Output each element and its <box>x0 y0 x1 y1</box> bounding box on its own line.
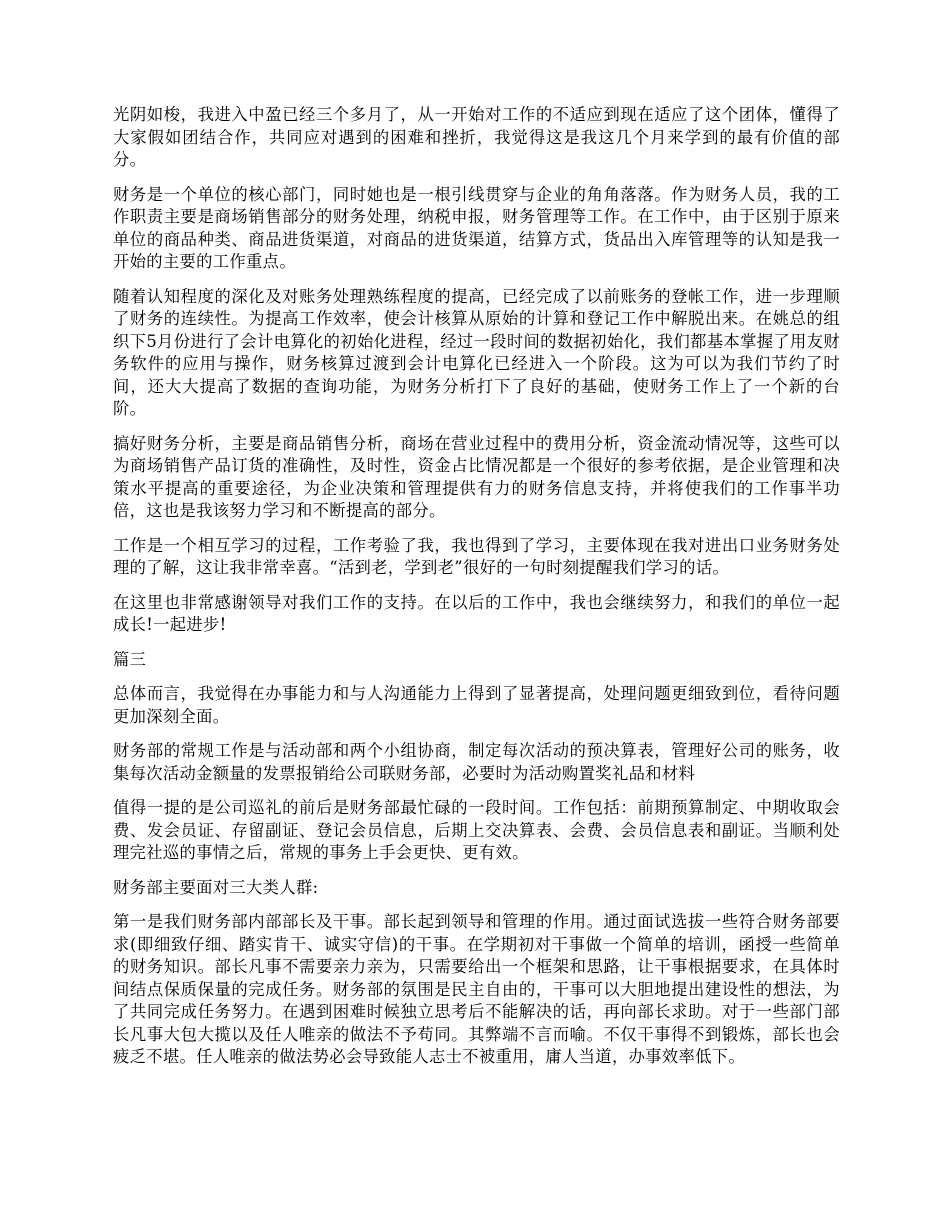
paragraph-computerization: 随着认知程度的深化及对账务处理熟练程度的提高，已经完成了以前账务的登帐工作，进一步理顺了财务的连续性。为提高工作效率，使会计核算从原始的计算和登记工作中解脱出来。在姚总的组织下5月份进行了会计电算化的初始化进程，经过一段时间的数据初始化，我们都基本掌握了用友财务软件的应用与操作，财务核算过渡到会计电算化已经进入一个阶段。这为可以为我们节约了时间，还大大提高了数据的查询功能，为财务分析打下了良好的基础，使财务工作上了一个新的台阶。 <box>113 286 840 418</box>
paragraph-overall: 总体而言，我觉得在办事能力和与人沟通能力上得到了显著提高，处理问题更细致到位，看待问题更加深刻全面。 <box>113 684 840 726</box>
paragraph-busy-period: 值得一提的是公司巡礼的前后是财务部最忙碌的一段时间。工作包括：前期预算制定、中期收取会费、发会员证、存留副证、登记会员信息，后期上交决算表、会费、会员信息表和副证。当顺利处理完社巡的事情之后，常规的事务上手会更快、更有效。 <box>113 798 840 862</box>
document-body <box>113 104 840 1081</box>
paragraph-thanks: 在这里也非常感谢领导对我们工作的支持。在以后的工作中，我也会继续努力，和我们的单位一起成长!一起进步! <box>113 592 840 634</box>
paragraph-intro: 光阴如梭，我进入中盈已经三个多月了，从一开始对工作的不适应到现在适应了这个团体，懂得了大家假如团结合作，共同应对遇到的困难和挫折，我觉得这是我这几个月来学到的最有价值的部分。 <box>113 105 840 169</box>
paragraph-financial-analysis: 搞好财务分析，主要是商品销售分析，商场在营业过程中的费用分析，资金流动情况等，这些可以为商场销售产品订货的准确性，及时性，资金占比情况都是一个很好的参考依据，是企业管理和决策水平提高的重要途径，为企业决策和管理提供有力的财务信息支持，并将使我们的工作事半功倍，这也是我该努力学习和不断提高的部分。 <box>113 433 840 520</box>
paragraph-three-groups: 财务部主要面对三大类人群: <box>113 877 319 897</box>
section-heading: 篇三 <box>113 649 147 669</box>
paragraph-internal-staff: 第一是我们财务部内部部长及干事。部长起到领导和管理的作用。通过面试选拔一些符合财务部要求(即细致仔细、踏实肯干、诚实守信)的干事。在学期初对干事做一个简单的培训，函授一些简单的财务知识。部长凡事不需要亲力亲为，只需要给出一个框架和思路，让干事根据要求，在具体时间结点保质保量的完成任务。财务部的氛围是民主自由的，干事可以大胆地提出建设性的想法，为了共同完成任务努力。在遇到困难时候独立思考后不能解决的话，再向部长求助。对于一些部门部长凡事大包大揽以及任人唯亲的做法不予苟同。其弊端不言而喻。不仅干事得不到锻炼，部长也会疲乏不堪。任人唯亲的做法势必会导致能人志士不被重用，庸人当道，办事效率低下。 <box>113 912 840 1066</box>
paragraph-finance-role: 财务是一个单位的核心部门，同时她也是一根引线贯穿与企业的角角落落。作为财务人员，我的工作职责主要是商场销售部分的财务处理，纳税申报，财务管理等工作。在工作中，由于区别于原来单位的商品种类、商品进货渠道，对商品的进货渠道，结算方式，货品出入库管理等的认知是我一开始的主要的工作重点。 <box>113 184 840 271</box>
paragraph-learning: 工作是一个相互学习的过程，工作考验了我，我也得到了学习，主要体现在我对进出口业务财务处理的了解，这让我非常幸喜。“活到老，学到老”很好的一句时刻提醒我们学习的话。 <box>113 535 840 577</box>
paragraph-routine-work: 财务部的常规工作是与活动部和两个小组协商，制定每次活动的预决算表，管理好公司的账务，收集每次活动金额量的发票报销给公司联财务部，必要时为活动购置奖礼品和材料 <box>113 741 840 783</box>
